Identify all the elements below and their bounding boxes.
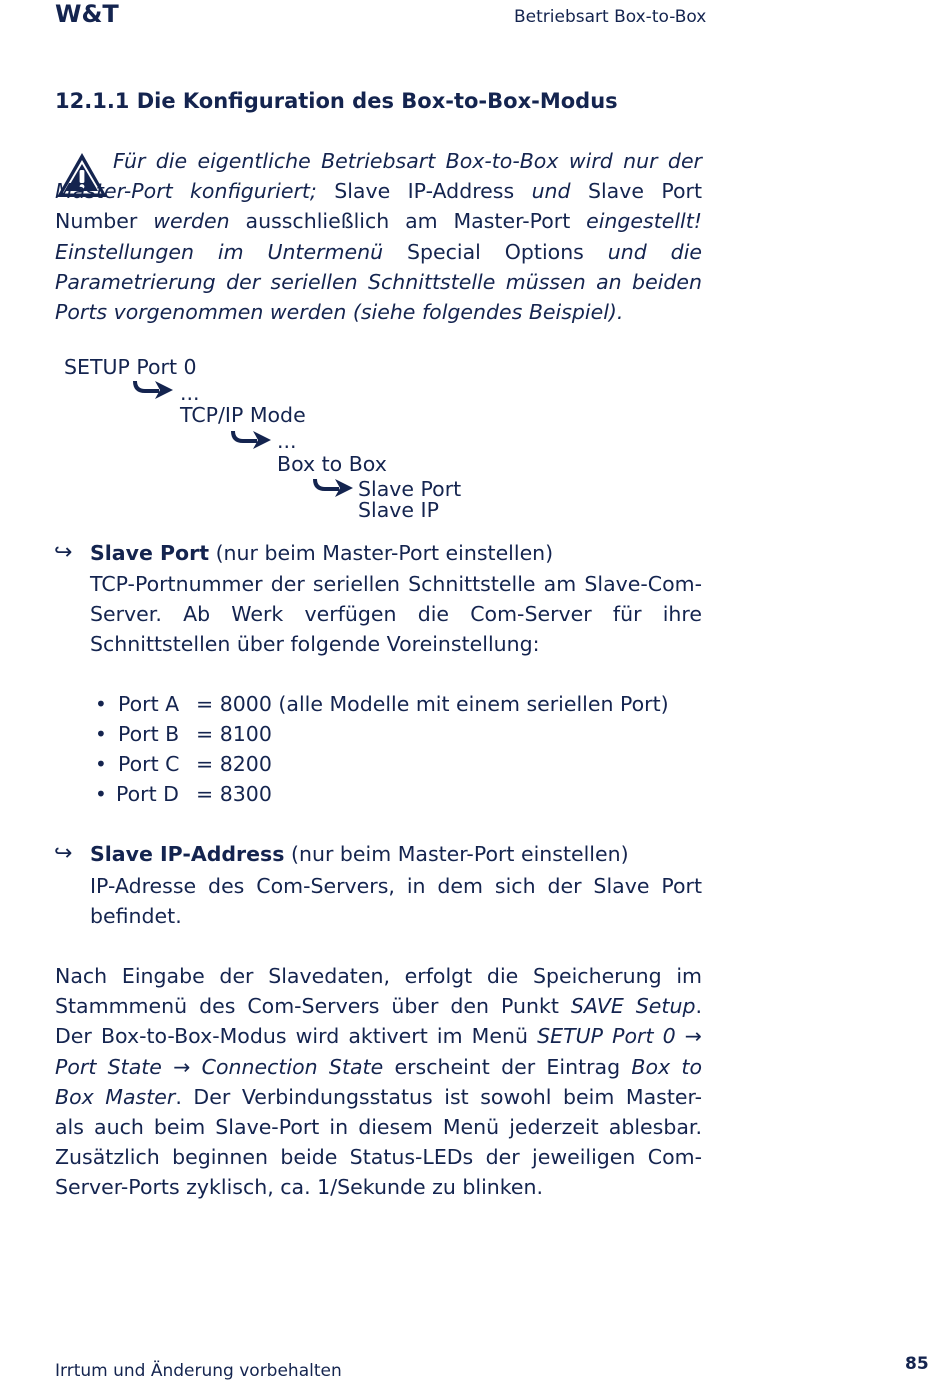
intro-text-plain: ausschließlich am Master-Port — [229, 209, 587, 234]
slave-port-description: TCP-Portnummer der seriellen Schnittstelle am Slave-Com-Server. Ab Werk verfügen die Com-Server für ihre Schnittstellen über folgende Voreinstellung: — [90, 572, 702, 657]
list-bullet: • — [95, 752, 107, 776]
menu-item-box-to-box: Box to Box — [277, 452, 387, 476]
default-port-name: Port B — [118, 722, 180, 746]
intro-term: Slave Port Number — [55, 179, 703, 234]
intro-term: Slave IP-Address — [316, 179, 532, 204]
closing-text: erscheint der Eintrag — [383, 1054, 632, 1079]
submenu-arrow-icon — [231, 428, 271, 450]
page-number: 85 — [905, 1354, 929, 1374]
closing-text: . Der Verbindungsstatus ist sowohl beim Master- als auch beim Slave-Port in diesem Menü jederzeit ablesbar. Zusätzlich beginnen beide Status-LEDs der jeweiligen Com-Server-Ports zyklisch, ca. 1/Sekunde zu blinken. — [55, 1084, 702, 1200]
closing-menu-ref: SAVE Setup — [570, 994, 696, 1019]
default-port-value: = 8000 (alle Modelle mit einem seriellen Port) — [196, 692, 669, 716]
slave-ip-label: Slave IP-Address — [90, 842, 285, 866]
default-port-name: Port A — [118, 692, 180, 716]
intro-text: und die Parametrierung der seriellen Schnittstelle müssen an beiden Ports vorgenommen werden (siehe folgendes Beispiel). — [55, 239, 703, 325]
default-port-name: Port D — [116, 782, 179, 806]
list-bullet: • — [95, 722, 107, 746]
menu-item-setup-port: SETUP Port 0 — [64, 355, 197, 379]
menu-item-slave-ip: Slave IP — [358, 498, 439, 522]
closing-text: . Der Box-to-Box-Modus wird aktivert im Menü — [55, 994, 702, 1049]
intro-paragraph — [55, 146, 702, 327]
footer-disclaimer: Irrtum und Änderung vorbehalten — [55, 1361, 342, 1381]
company-logo: W&T — [55, 0, 119, 28]
closing-text: Nach Eingabe der Slavedaten, erfolgt die Speicherung im Stammmenü des Com-Servers über den Punkt — [55, 964, 702, 1019]
hook-arrow-icon: ↪ — [54, 841, 73, 866]
default-port-value: = 8200 — [196, 752, 272, 776]
intro-text: werden — [153, 209, 230, 234]
slave-ip-note: (nur beim Master-Port einstellen) — [284, 842, 629, 866]
slave-port-heading — [90, 541, 553, 565]
closing-paragraph — [55, 961, 702, 1203]
menu-ellipsis: ... — [180, 381, 200, 405]
running-header-title: Betriebsart Box-to-Box — [514, 7, 707, 27]
menu-ellipsis: ... — [277, 429, 297, 453]
submenu-arrow-icon — [133, 378, 173, 400]
default-port-value: = 8300 — [196, 782, 272, 806]
closing-entry: Box to Box Master — [55, 1054, 702, 1109]
intro-term: Special Options — [383, 239, 608, 264]
list-bullet: • — [95, 782, 107, 806]
default-port-name: Port C — [118, 752, 180, 776]
intro-text: und — [531, 179, 571, 204]
hook-arrow-icon: ↪ — [54, 540, 73, 565]
closing-menu-path: SETUP Port 0 → Port State → Connection State — [55, 1024, 702, 1079]
menu-item-tcpip-mode: TCP/IP Mode — [180, 403, 306, 427]
list-bullet: • — [95, 692, 107, 716]
menu-item-slave-port: Slave Port — [358, 477, 462, 501]
intro-text: eingestellt! Einstellungen im Untermenü — [55, 209, 702, 264]
slave-ip-heading — [90, 842, 629, 866]
section-title: 12.1.1 Die Konfiguration des Box-to-Box-Modus — [55, 89, 618, 113]
slave-ip-description: IP-Adresse des Com-Servers, in dem sich der Slave Port befindet. — [90, 874, 702, 929]
default-port-value: = 8100 — [196, 722, 272, 746]
submenu-arrow-icon — [313, 476, 353, 498]
intro-text: Für die eigentliche Betriebsart Box-to-Box wird nur der Master-Port konfiguriert; — [55, 149, 702, 204]
slave-port-label: Slave Port — [90, 541, 210, 565]
slave-port-note: (nur beim Master-Port einstellen) — [209, 541, 554, 565]
